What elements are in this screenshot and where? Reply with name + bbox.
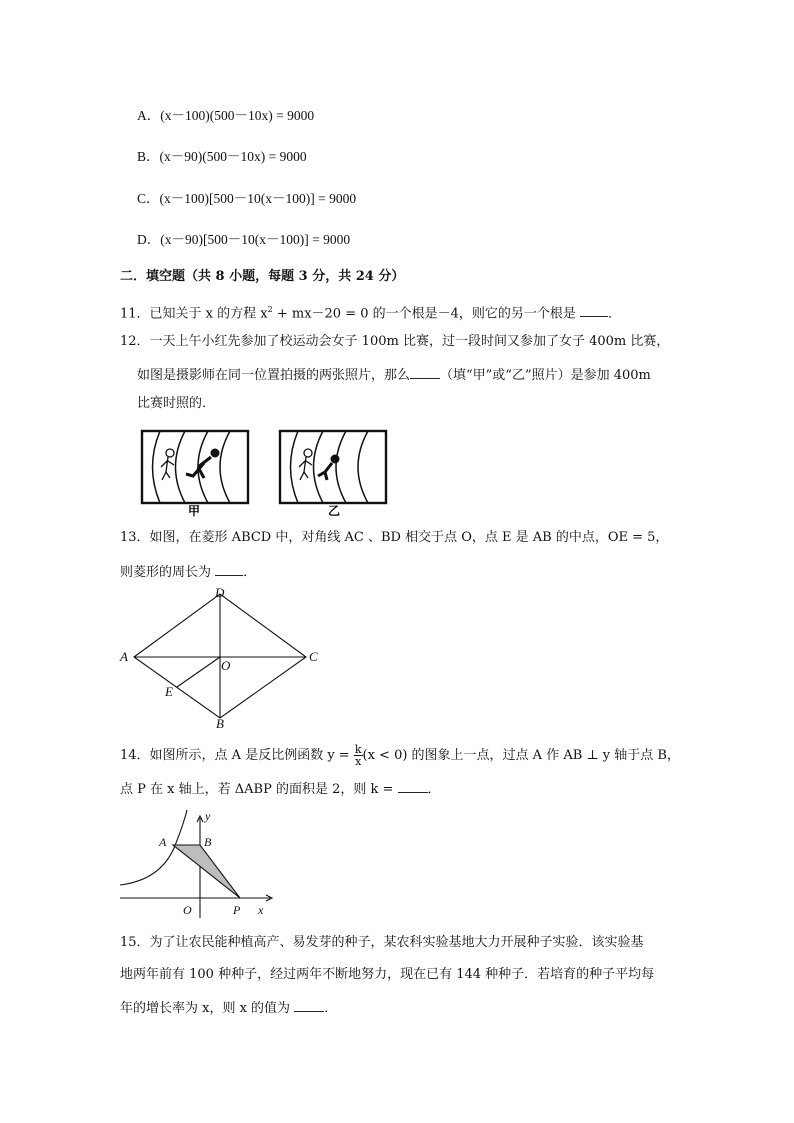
q13-rhombus-figure — [115, 585, 325, 730]
label-p: P — [233, 903, 241, 917]
label-y: y — [205, 809, 211, 823]
question-14-line-1 — [120, 744, 680, 767]
section-title: 二．填空题（共 8 小题，每题 3 分，共 24 分） — [120, 269, 405, 284]
label-d: D — [215, 585, 225, 600]
question-11 — [120, 300, 621, 324]
q13-text-2a: 则菱形的周长为 — [120, 565, 216, 580]
runner-solid-icon — [186, 449, 220, 479]
question-12-line-1: 12．一天上午小红先参加了校运动会女子 100m 比赛，过一段时间又参加了女子 400m 比赛， — [120, 334, 670, 349]
q15-answer-blank — [294, 997, 324, 1012]
q14-text-2b: ． — [427, 782, 441, 797]
q13-answer-blank — [215, 561, 243, 576]
q14-numerator: k — [354, 743, 362, 756]
label-e: E — [165, 684, 173, 699]
question-13-line-2 — [120, 561, 256, 583]
label-c: C — [309, 649, 318, 664]
option-d: D．(x－90)[500－10(x－100)] = 9000 — [137, 232, 351, 247]
segment-oe — [177, 657, 220, 687]
q12-answer-blank — [410, 364, 440, 379]
q11-text-1: 11．已知关于 x 的方程 x — [120, 306, 268, 322]
question-15-line-2: 地两年前有 100 种种子，经过两年不断地努力，现在已有 144 种种子．若培育的种子平均每 — [120, 967, 655, 982]
question-15-line-3 — [120, 997, 337, 1019]
q12-text-2a: 如图是摄影师在同一位置拍摄的两张照片，那么 — [137, 368, 411, 383]
triangle-abp — [173, 845, 240, 898]
label-b: B — [216, 716, 224, 731]
q15-text-3a: 年的增长率为 x，则 x 的值为 — [120, 1001, 295, 1016]
option-b: B．(x－90)(500－10x) = 9000 — [137, 149, 307, 164]
option-c: C．(x－100)[500－10(x－100)] = 9000 — [137, 191, 357, 206]
q11-exponent: 2 — [267, 305, 273, 314]
q14-graph-figure — [115, 808, 285, 920]
question-15-line-1: 15．为了让农民能种植高产、易发芽的种子，某农科实验基地大力开展种子实验．该实验基 — [120, 935, 644, 950]
q14-denominator: x — [355, 755, 362, 768]
q12-text-2b: （填“甲”或“乙”照片）是参加 400m — [440, 368, 651, 383]
q11-text-3: ． — [608, 306, 622, 322]
label-o: O — [183, 903, 192, 917]
question-12-line-3: 比赛时照的． — [137, 396, 216, 411]
q11-answer-blank — [580, 302, 608, 317]
question-14-line-2 — [120, 778, 441, 800]
q14-text-1b: (x < 0) 的图象上一点，过点 A 作 AB ⊥ y 轴于点 B， — [362, 748, 680, 763]
q14-fraction — [354, 744, 363, 767]
option-a: A．(x－100)(500－10x) = 9000 — [137, 108, 315, 123]
q14-answer-blank — [398, 778, 428, 793]
q14-text-1a: 14．如图所示，点 A 是反比例函数 y = — [120, 748, 354, 763]
runner-outline-icon — [299, 449, 312, 480]
q14-text-2a: 点 P 在 x 轴上，若 ΔABP 的面积是 2，则 k = — [120, 782, 398, 797]
q13-text-2b: ． — [243, 565, 257, 580]
label-a: A — [159, 835, 167, 849]
runner-outline-icon — [161, 449, 174, 480]
label-b: B — [204, 835, 212, 849]
label-a: A — [120, 649, 128, 664]
label-o: O — [221, 658, 231, 673]
photo-yi-label: 乙 — [328, 504, 341, 518]
photo-yi — [280, 431, 386, 503]
question-13-line-1: 13．如图，在菱形 ABCD 中，对角线 AC 、BD 相交于点 O，点 E 是 AB 的中点，OE = 5， — [120, 530, 669, 545]
q11-text-2: + mx－20 = 0 的一个根是－4，则它的另一个根是 — [272, 306, 581, 322]
photo-jia — [142, 431, 248, 503]
photo-jia-label: 甲 — [188, 504, 201, 518]
q15-text-3b: ． — [324, 1001, 338, 1016]
question-12-line-2 — [137, 364, 651, 386]
label-x: x — [258, 903, 264, 917]
q12-photos-figure — [140, 430, 405, 520]
